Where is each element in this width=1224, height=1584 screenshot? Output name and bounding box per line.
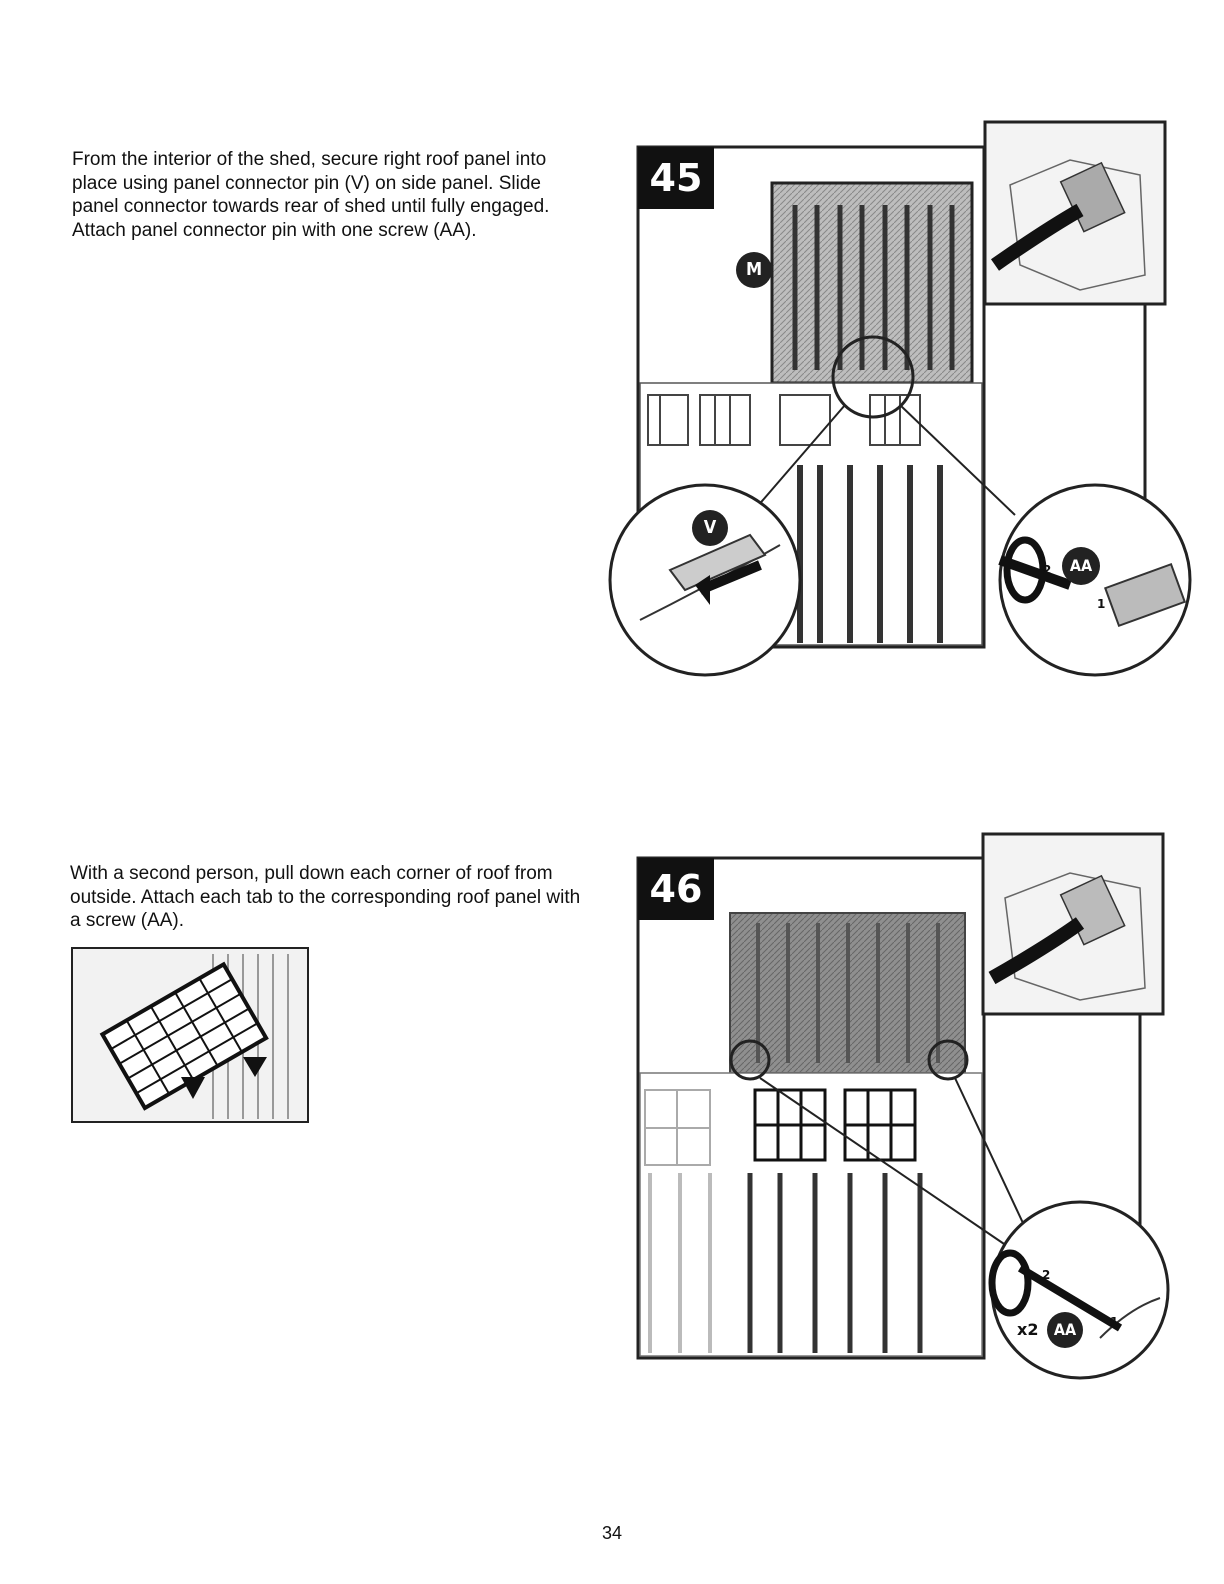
step-number-badge: 45 bbox=[638, 147, 714, 209]
part-callout-aa: AA bbox=[1062, 547, 1100, 585]
roof-corner-drawing bbox=[73, 949, 307, 1121]
arrow-label-2: 2 bbox=[1042, 1268, 1051, 1282]
arrow-label-1: 1 bbox=[1097, 597, 1106, 611]
step-45-instruction: From the interior of the shed, secure right roof panel into place using panel connector pin (V) on side panel. Slide panel connector towards rear of shed until fully engaged. Attach panel connector pin with one screw (AA). bbox=[72, 149, 550, 241]
arrow-label-1: 1 bbox=[1110, 1315, 1119, 1329]
step-number-badge: 46 bbox=[638, 858, 714, 920]
page-number: 34 bbox=[601, 1523, 623, 1543]
step-46-illustration bbox=[600, 828, 1200, 1388]
quantity-label: x2 bbox=[1017, 1320, 1039, 1339]
part-callout-m: M bbox=[736, 252, 772, 288]
roof-corner-thumbnail bbox=[71, 947, 309, 1123]
arrow-label-2: 2 bbox=[1043, 563, 1052, 577]
step-45-illustration bbox=[600, 115, 1200, 690]
part-callout-aa: AA bbox=[1047, 1312, 1083, 1348]
part-callout-v: V bbox=[692, 510, 728, 546]
step-46-instruction: With a second person, pull down each corner of roof from outside. Attach each tab to the corresponding roof panel with a screw (AA). bbox=[70, 863, 581, 931]
